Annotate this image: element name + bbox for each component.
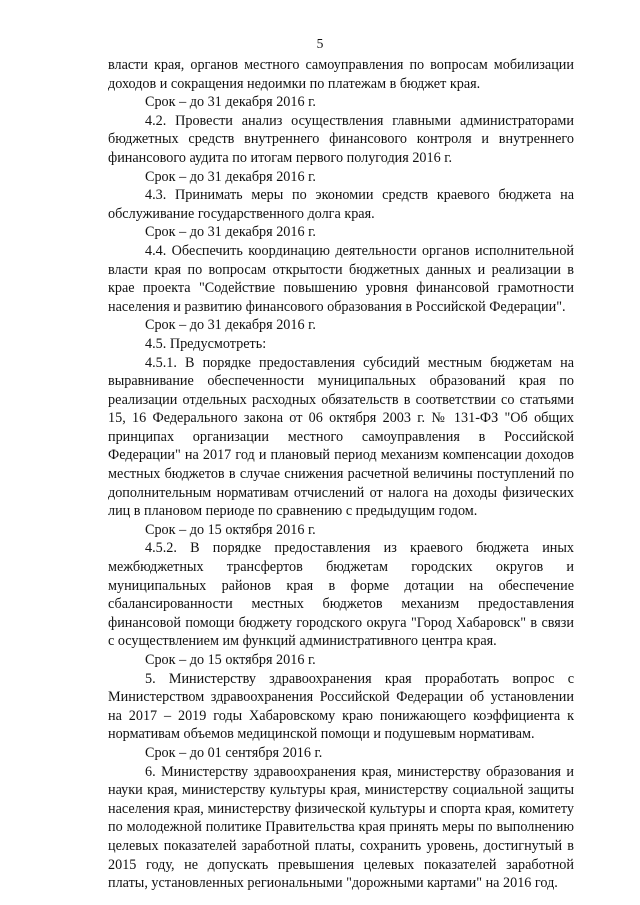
deadline-line: Срок – до 15 октября 2016 г. <box>145 521 316 538</box>
deadline-line: Срок – до 31 декабря 2016 г. <box>145 317 316 334</box>
deadline-line: Срок – до 31 декабря 2016 г. <box>145 224 316 241</box>
paragraph-4-4: 4.4. Обеспечить координацию деятельности органов исполнительной власти края по вопросам открытости бюджетных данных и реализации в крае проекта "Содействие повышению уровня финансовой грамотности населения и развитию финансового образования в Российской Федерации". <box>108 242 574 315</box>
page-number: 5 <box>316 36 324 51</box>
paragraph-4-5: 4.5. Предусмотреть: <box>145 335 267 352</box>
paragraph-6: 6. Министерству здравоохранения края, министерству образования и науки края, министерству культуры края, министерству социальной защиты населения края, министерству физической культуры и спорта края, комитету по молодежной политике Правительства края принять меры по выполнению целевых показателей заработной платы, сохранить уровень, достигнутый в 2015 году, не допускать превышения целевых показателей заработной платы, установленных региональными "дорожными картами" на 2016 год. <box>108 763 574 892</box>
paragraph-4-5-2: 4.5.2. В порядке предоставления из краевого бюджета иных межбюджетных трансфертов бюджетам городских округов и муниципальных районов края в форме дотации на обеспечение сбалансированности местных бюджетов механизм предоставления финансовой помощи бюджету городского округа "Город Хабаровск" в связи с осуществлением им функций административного центра края. <box>108 540 574 650</box>
deadline-line: Срок – до 15 октября 2016 г. <box>145 652 316 668</box>
paragraph-4-2: 4.2. Провести анализ осуществления главными администраторами бюджетных средств внутреннего финансового контроля и внутреннего финансового аудита по итогам первого полугодия 2016 г. <box>108 112 574 166</box>
document-body <box>108 56 574 893</box>
deadline-line: Срок – до 31 декабря 2016 г. <box>145 94 316 111</box>
deadline-line: Срок – до 31 декабря 2016 г. <box>145 168 316 185</box>
paragraph-4-3: 4.3. Принимать меры по экономии средств краевого бюджета на обслуживание государственного долга края. <box>108 187 574 222</box>
paragraph-continuation: власти края, органов местного самоуправления по вопросам мобилизации доходов и сокращения недоимки по платежам в бюджет края. <box>108 57 574 92</box>
deadline-line: Срок – до 01 сентября 2016 г. <box>145 744 323 761</box>
paragraph-5: 5. Министерству здравоохранения края проработать вопрос с Министерством здравоохранения Российской Федерации об установлении на 2017 – 2019 годы Хабаровскому краю понижающего коэффициента к нормативам объемов медицинской помощи и подушевым нормативам. <box>108 670 574 743</box>
paragraph-4-5-1: 4.5.1. В порядке предоставления субсидий местным бюджетам на выравнивание обеспеченности муниципальных образований края по реализации отдельных расходных обязательств в соответствии со статьями 15, 16 Федерального закона от 06 октября 2003 г. № 131-ФЗ "Об общих принципах организации местного самоуправления в Российской Федерации" на 2017 год и плановый период механизм компенсации доходов местных бюджетов в случае снижения расчетной величины поступлений по дополнительным нормативам отчислений от налога на доходы физических лиц в плановом периоде по сравнению с предыдущим годом. <box>108 354 574 520</box>
